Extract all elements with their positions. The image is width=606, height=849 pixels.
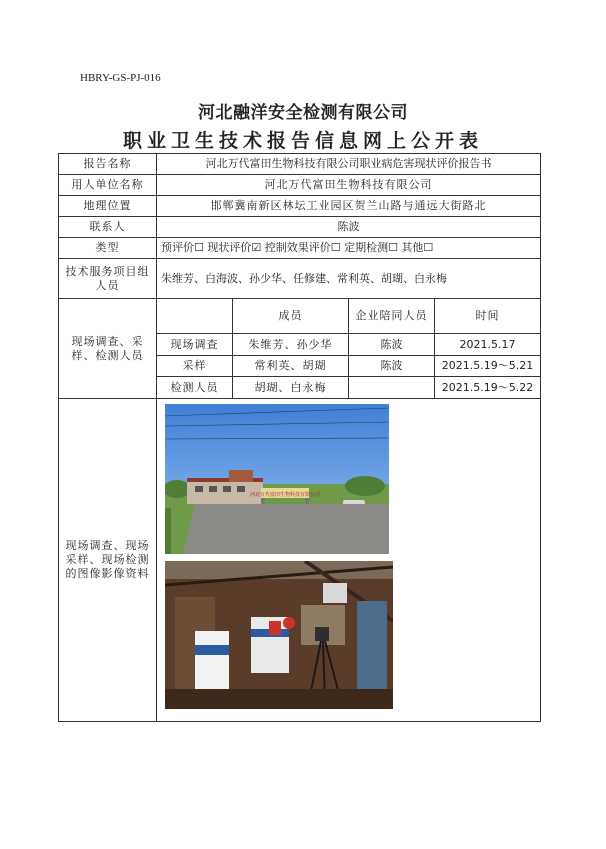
row-images [59, 399, 541, 722]
page-title: 职业卫生技术报告信息网上公开表 [122, 130, 483, 152]
row-field-header [59, 299, 541, 334]
field-header-escort: 企业陪同人员 [349, 299, 435, 334]
site-gate-photo [165, 404, 389, 554]
field-task: 现场调查 [157, 334, 233, 356]
row-report-name [59, 154, 541, 175]
row-employer [59, 175, 541, 196]
images-label: 现场调查、现场采样、现场检测的图像影像资料 [59, 399, 157, 722]
field-task: 采样 [157, 356, 233, 377]
type-value: 预评价☐ 现状评价☑ 控制效果评价☐ 定期检测☐ 其他☐ [157, 238, 541, 259]
field-time: 2021.5.19～5.21 [435, 356, 541, 377]
field-escort: 陈波 [349, 356, 435, 377]
row-location [59, 196, 541, 217]
report-name-label: 报告名称 [59, 154, 157, 175]
team-value: 朱维芳、白海波、孙少华、任修建、常利英、胡瑚、白永梅 [157, 259, 541, 299]
document-code: HBRY-GS-PJ-016 [80, 72, 161, 84]
contact-label: 联系人 [59, 217, 157, 238]
row-contact [59, 217, 541, 238]
field-task: 检测人员 [157, 377, 233, 399]
contact-value: 陈波 [157, 217, 541, 238]
location-value: 邯郸冀南新区林坛工业园区贺兰山路与通远大街路北 [157, 196, 541, 217]
field-members: 胡瑚、白永梅 [233, 377, 349, 399]
field-time: 2021.5.19～5.22 [435, 377, 541, 399]
field-label: 现场调查、采样、检测人员 [59, 299, 157, 399]
field-members: 常利英、胡瑚 [233, 356, 349, 377]
field-header-time: 时间 [435, 299, 541, 334]
location-label: 地理位置 [59, 196, 157, 217]
sampling-photo [165, 561, 393, 709]
field-escort: 陈波 [349, 334, 435, 356]
field-members: 朱维芳、孙少华 [233, 334, 349, 356]
employer-label: 用人单位名称 [59, 175, 157, 196]
images-cell [157, 399, 541, 722]
field-header-blank [157, 299, 233, 334]
type-label: 类型 [59, 238, 157, 259]
field-time: 2021.5.17 [435, 334, 541, 356]
row-type [59, 238, 541, 259]
company-name: 河北融洋安全检测有限公司 [198, 103, 408, 123]
report-name-value: 河北万代富田生物科技有限公司职业病危害现状评价报告书 [157, 154, 541, 175]
info-table [58, 153, 541, 722]
team-label: 技术服务项目组人员 [59, 259, 157, 299]
row-team [59, 259, 541, 299]
field-header-members: 成员 [233, 299, 349, 334]
field-escort [349, 377, 435, 399]
employer-value: 河北万代富田生物科技有限公司 [157, 175, 541, 196]
site-sign-text: 河北万代富田生物科技有限公司 [249, 492, 321, 498]
